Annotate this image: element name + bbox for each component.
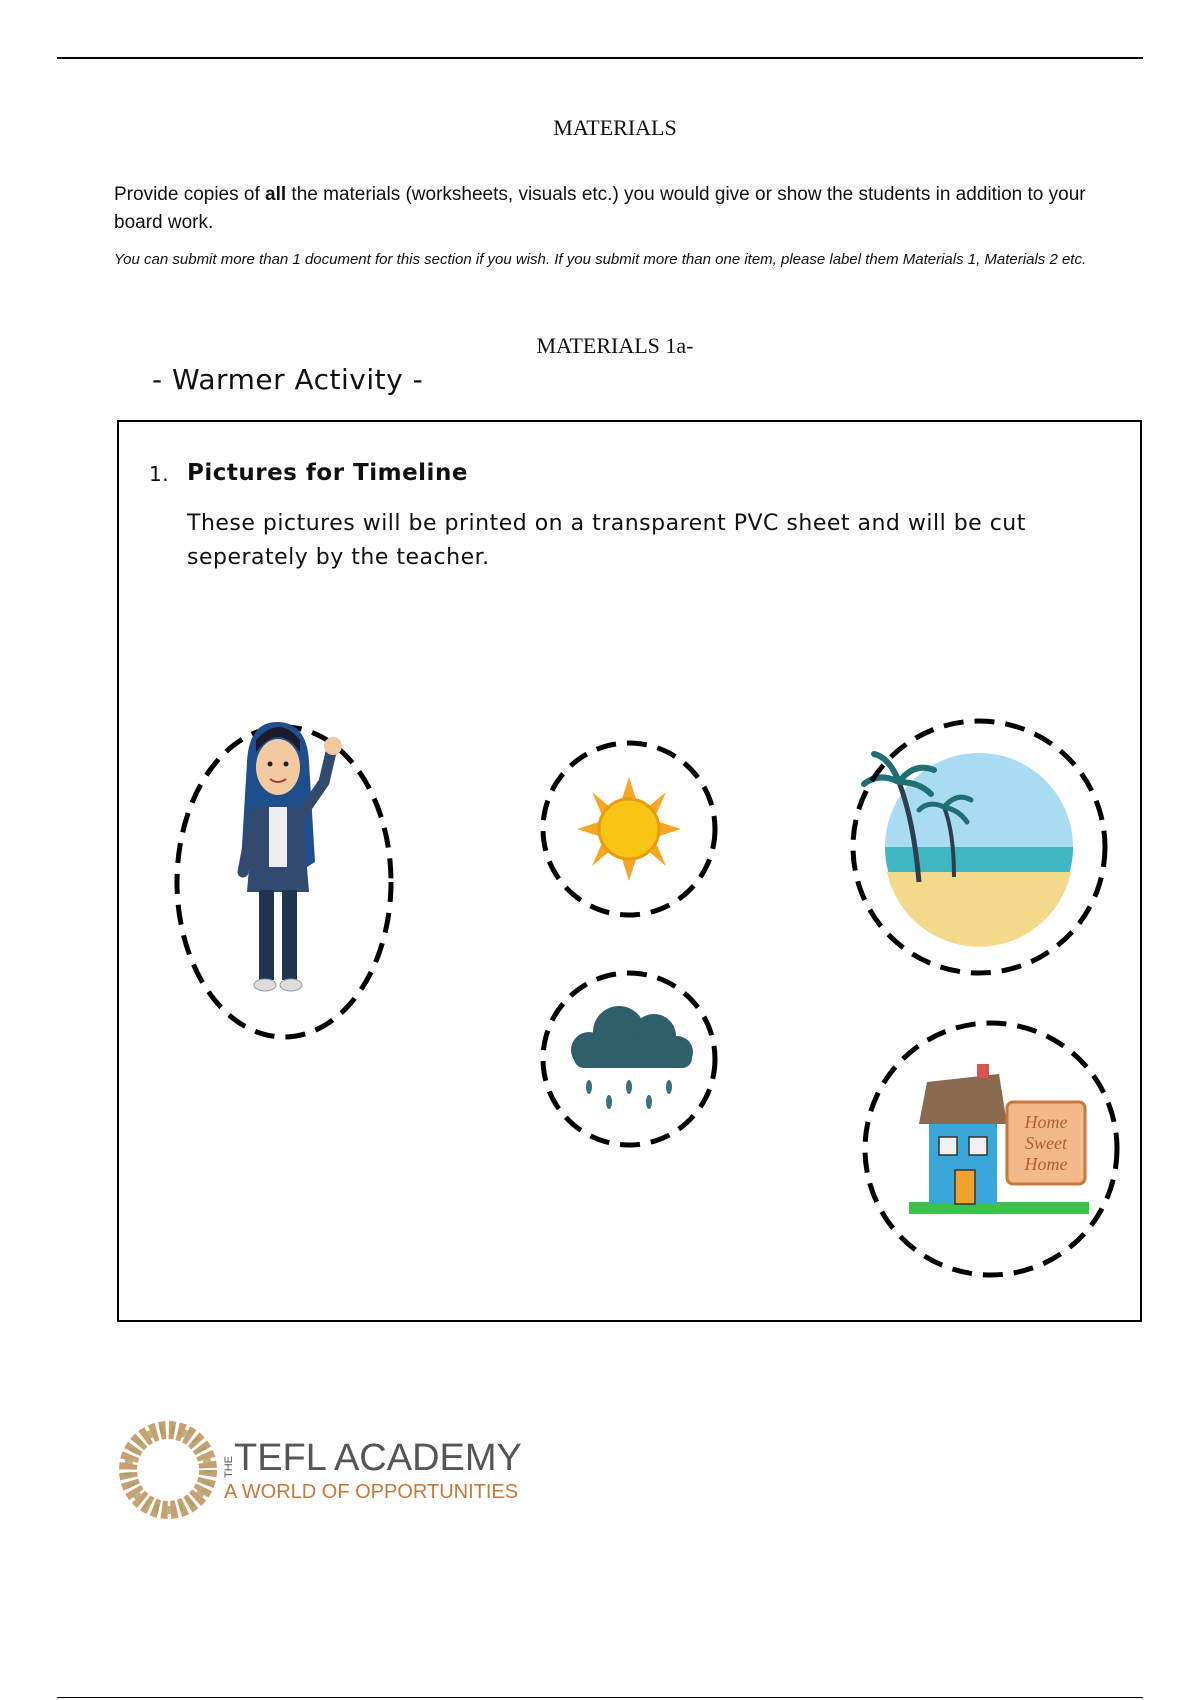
beach-icon xyxy=(853,721,1105,973)
sign-line-1: Home xyxy=(1024,1112,1068,1132)
item-number: 1. xyxy=(149,462,170,486)
warmer-activity-label: - Warmer Activity - xyxy=(152,363,424,396)
top-rule xyxy=(57,57,1143,59)
logo-ring-icon xyxy=(128,1430,208,1510)
home-icon xyxy=(865,1023,1117,1275)
tefl-academy-logo xyxy=(118,1420,548,1530)
instructions-note: You can submit more than 1 document for this section if you wish. If you submit more than one item, please label them Materials 1, Materials 2 etc. xyxy=(114,251,1087,268)
logo-tagline: A WORLD OF OPPORTUNITIES xyxy=(224,1481,519,1503)
page-title: MATERIALS xyxy=(553,115,677,140)
rain-cloud-icon xyxy=(543,973,715,1145)
sign-line-2: Sweet xyxy=(1025,1133,1067,1153)
logo-the: THE xyxy=(223,1456,235,1478)
sign-line-3: Home xyxy=(1024,1154,1068,1174)
instructions-text: Provide copies of all the materials (worksheets, visuals etc.) you would give or show the students in addition to your board work. xyxy=(114,184,1086,233)
logo-brand: TEFL ACADEMY xyxy=(234,1437,522,1479)
item-description: These pictures will be printed on a transparent PVC sheet and will be cut seperately by the teacher. xyxy=(187,511,1026,570)
bottom-rule xyxy=(57,1697,1143,1698)
timeline-pictures xyxy=(119,422,1140,1320)
materials-frame xyxy=(117,420,1142,1322)
item-title: Pictures for Timeline xyxy=(187,460,468,486)
sun-icon xyxy=(543,743,715,915)
girl-avatar-icon xyxy=(177,722,391,1037)
section-title: MATERIALS 1a- xyxy=(536,333,694,358)
